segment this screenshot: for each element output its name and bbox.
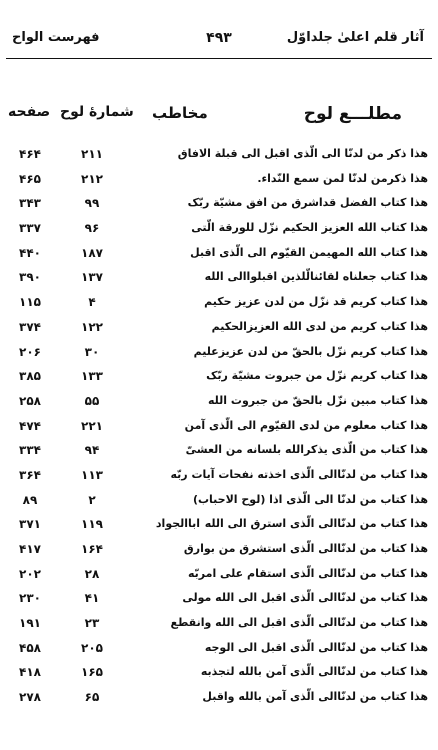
table-row xyxy=(0,293,438,318)
table-row xyxy=(0,367,438,392)
row-title: هذا کتاب من لدنّاالی الّذی اقبل الی الوجه xyxy=(204,640,428,654)
book-title: آثار قلم اعلیٰ جلداوّل xyxy=(286,30,424,45)
column-header-page: صفحه xyxy=(8,104,51,120)
column-header-tablet-number: شمارهٔ لوح xyxy=(60,104,134,120)
row-tablet-number: ۲۱۱ xyxy=(81,147,103,161)
row-tablet-number: ۹۶ xyxy=(84,221,100,236)
row-title: هذا کتاب کریم نزّل بالحقّ من لدن عزیزعلیم xyxy=(193,344,428,358)
row-tablet-number: ۶۵ xyxy=(84,690,100,705)
row-page: ۴۷۴ xyxy=(19,418,41,433)
table-row xyxy=(0,639,438,664)
row-page: ۴۶۴ xyxy=(19,147,41,161)
table-row xyxy=(0,614,438,639)
row-tablet-number: ۱۳۳ xyxy=(81,369,103,384)
table-row xyxy=(0,688,438,713)
row-title: هذا کتاب من لدنّاالی الّذی آمن بالله واقبل xyxy=(202,690,428,704)
table-row xyxy=(0,219,438,244)
column-header-title: مطلـــع لوح xyxy=(303,104,402,124)
page-number: ۴۹۳ xyxy=(206,30,232,46)
table-row xyxy=(0,466,438,491)
row-title: هذا کتاب معلوم من لدی القیّوم الی الّذی آمن xyxy=(184,418,428,432)
table-row xyxy=(0,417,438,442)
row-title: هذا کتاب من لدنّاالی الّذی اقبل الی الله وانقطع xyxy=(170,616,428,630)
row-tablet-number: ۲۳ xyxy=(84,616,100,631)
row-page: ۲۳۰ xyxy=(19,591,41,606)
row-title: هذا کتاب من الّذی یذکرالله بلسانه من العشیّ xyxy=(185,443,428,457)
table-row xyxy=(0,392,438,417)
row-title: هذا کتاب من لدنّاالی الّذی اقبل الی الله مولی xyxy=(182,591,428,605)
row-tablet-number: ۱۸۷ xyxy=(81,245,103,260)
table-row xyxy=(0,194,438,219)
row-tablet-number: ۱۳۷ xyxy=(81,270,103,285)
table-row xyxy=(0,540,438,565)
row-title: هذا کتاب کریم من لدی الله العزیزالحکیم xyxy=(211,319,428,333)
row-tablet-number: ۴۱ xyxy=(84,591,100,606)
row-page: ۴۵۸ xyxy=(19,640,41,655)
row-tablet-number: ۱۱۹ xyxy=(81,517,103,532)
row-title: هذا کتاب من لدنّاالی الّذی استقام علی امربّه xyxy=(188,566,428,580)
row-title: هذا کتاب جعلناه لقائنالّلذین اقبلواالی الله xyxy=(204,270,428,284)
row-tablet-number: ۱۶۵ xyxy=(81,665,103,680)
row-tablet-number: ۱۶۴ xyxy=(81,542,103,556)
section-title: فهرست الواح xyxy=(12,30,100,45)
table-row xyxy=(0,244,438,269)
row-page: ۳۴۳ xyxy=(19,196,41,211)
table-row xyxy=(0,565,438,590)
row-page: ۲۷۸ xyxy=(19,690,41,705)
row-tablet-number: ۹۴ xyxy=(84,443,100,458)
index-table xyxy=(0,145,438,713)
row-page: ۱۱۵ xyxy=(19,295,41,310)
table-row xyxy=(0,318,438,343)
row-title: هذا کتاب من لدنّاالی الّذی اخذته نفحات آیات ربّه xyxy=(170,467,428,481)
row-tablet-number: ۳۰ xyxy=(84,344,100,359)
row-page: ۳۳۴ xyxy=(19,443,41,458)
row-tablet-number: ۵۵ xyxy=(84,393,100,408)
row-page: ۴۶۵ xyxy=(19,171,41,186)
table-row xyxy=(0,268,438,293)
row-title: هذا کتاب مبین نزّل بالحقّ من جبروت الله xyxy=(208,393,428,407)
table-row xyxy=(0,491,438,516)
row-page: ۸۹ xyxy=(22,492,38,507)
row-page: ۲۵۸ xyxy=(19,393,41,408)
row-tablet-number: ۹۹ xyxy=(84,196,100,211)
row-tablet-number: ۱۲۲ xyxy=(81,319,103,334)
table-row xyxy=(0,145,438,170)
row-tablet-number: ۲۰۵ xyxy=(81,640,103,655)
row-tablet-number: ۲۱۲ xyxy=(81,171,103,186)
row-title: هذا کتاب کریم نزّل من جبروت مشیّة ربّک xyxy=(206,369,428,383)
row-page: ۳۷۱ xyxy=(19,517,41,532)
row-title: هذا کتاب من لدنّاالی الّذی استشرق من بوارق xyxy=(183,542,428,555)
row-page: ۳۹۰ xyxy=(19,270,41,285)
row-title: هذا کتاب من لدنّاالی الّذی استرق الی الله xyxy=(204,517,428,531)
row-page: ۴۱۸ xyxy=(19,665,41,680)
table-row xyxy=(0,343,438,368)
row-page: ۲۰۲ xyxy=(19,566,41,581)
table-row xyxy=(0,663,438,688)
row-page: ۳۳۷ xyxy=(19,221,41,236)
header-rule xyxy=(6,58,432,59)
running-header xyxy=(8,30,430,54)
table-row xyxy=(0,441,438,466)
row-page: ۴۴۰ xyxy=(19,245,41,260)
row-tablet-number: ۲۲۱ xyxy=(81,418,103,433)
column-header-addressee: مخاطب xyxy=(152,104,208,122)
row-page: ۱۹۱ xyxy=(19,616,41,631)
row-tablet-number: ۲ xyxy=(88,492,96,507)
row-page: ۳۸۵ xyxy=(19,369,41,384)
table-row xyxy=(0,170,438,195)
row-tablet-number: ۴ xyxy=(88,295,96,310)
row-page: ۴۱۷ xyxy=(19,542,41,556)
row-title: هذا کتاب من لدنّا الی الّذی اذا (لوح الاحباب) xyxy=(192,492,428,506)
row-addressee: اباالجواد xyxy=(155,517,201,531)
row-title: هذا کتاب الفضل قداشرق من افق مشیّة ربّک xyxy=(187,196,428,210)
row-page: ۲۰۶ xyxy=(19,344,41,359)
row-title: هذا کتاب من لدنّاالی الّذی آمن بالله لتجذبه xyxy=(200,665,428,679)
row-tablet-number: ۲۸ xyxy=(84,566,100,581)
table-row xyxy=(0,589,438,614)
column-headers xyxy=(0,104,438,130)
row-page: ۳۶۴ xyxy=(19,467,41,482)
table-row xyxy=(0,515,438,540)
row-title: هذا کتاب کریم قد نزّل من لدن عزیز حکیم xyxy=(204,295,428,309)
row-tablet-number: ۱۱۳ xyxy=(81,467,103,482)
row-page: ۳۷۴ xyxy=(19,319,41,334)
row-title: هذا کتاب الله العزیز الحکیم نزّل للورقة الّتی xyxy=(191,221,428,235)
row-title: هذا کتاب الله المهیمن القیّوم الی الّذی اقبل xyxy=(190,245,428,259)
row-title: هذا ذکرمن لدنّا لمن سمع النّداء. xyxy=(257,171,428,185)
row-title: هذا ذکر من لدنّا الی الّذی اقبل الی قبلة الافاق xyxy=(177,147,428,160)
